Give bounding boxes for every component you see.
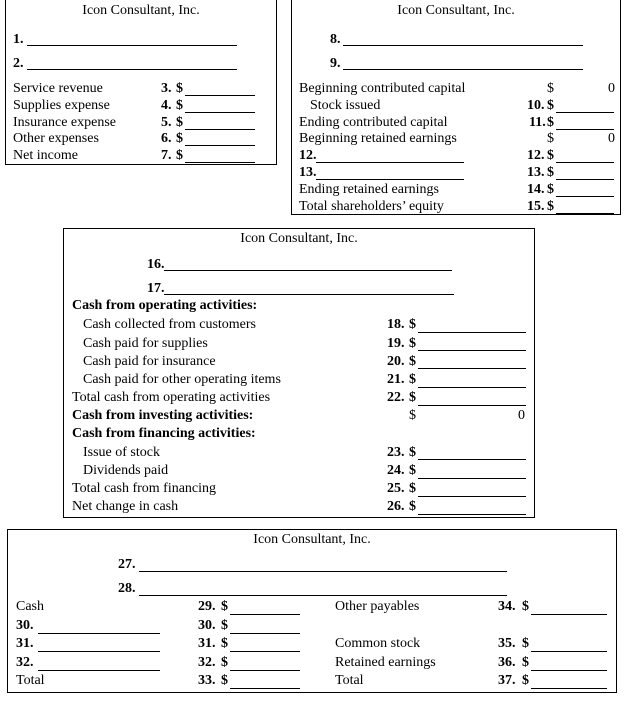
income-line-2-number: 2. <box>13 56 24 71</box>
equity-line-9-blank[interactable] <box>343 69 583 70</box>
other-payables-label: Other payables <box>335 599 420 614</box>
balance-row-30-amount-number: 30. <box>198 618 216 633</box>
income-line-2-blank[interactable] <box>27 69 237 70</box>
cash-paid-supplies-dollar: $ <box>409 336 416 351</box>
other-expenses-label: Other expenses <box>13 131 99 146</box>
cash-dollar: $ <box>221 599 228 614</box>
balance-line-28-number: 28. <box>118 581 136 596</box>
equity-line-8-blank[interactable] <box>343 45 583 46</box>
total-operating-number: 22. <box>387 390 405 405</box>
beginning-contributed-capital-value: 0 <box>608 81 615 96</box>
balance-row-32-label-blank[interactable] <box>38 670 160 671</box>
total-shareholders-equity-blank[interactable] <box>556 213 614 214</box>
stock-issued-label: Stock issued <box>310 98 381 113</box>
total-financing-dollar: $ <box>409 481 416 496</box>
cash-blank[interactable] <box>230 614 300 615</box>
cash-flow-line-17-blank[interactable] <box>164 294 454 295</box>
cash-paid-other-blank[interactable] <box>418 387 526 388</box>
common-stock-label: Common stock <box>335 636 421 651</box>
total-liabilities-equity-label: Total <box>335 673 364 688</box>
income-statement-title: Icon Consultant, Inc. <box>82 3 200 18</box>
dividends-paid-blank[interactable] <box>418 478 526 479</box>
cash-number: 29. <box>198 599 216 614</box>
total-operating-dollar: $ <box>409 390 416 405</box>
issue-of-stock-dollar: $ <box>409 445 416 460</box>
cash-flow-line-17-number: 17. <box>147 281 165 296</box>
cash-paid-supplies-number: 19. <box>387 336 405 351</box>
equity-row-12-number: 12. <box>299 148 317 163</box>
total-operating-label: Total cash from operating activities <box>72 390 271 405</box>
cash-collected-dollar: $ <box>409 317 416 332</box>
cash-flow-statement-title: Icon Consultant, Inc. <box>240 231 358 246</box>
net-income-blank[interactable] <box>185 162 255 163</box>
ending-contributed-capital-blank[interactable] <box>556 129 614 130</box>
balance-line-27-number: 27. <box>118 557 136 572</box>
ending-retained-earnings-number: 14. <box>527 182 545 197</box>
income-line-1-number: 1. <box>13 32 24 47</box>
total-operating-blank[interactable] <box>418 405 526 406</box>
service-revenue-number: 3. <box>161 81 172 96</box>
total-financing-number: 25. <box>387 481 405 496</box>
balance-row-30-dollar: $ <box>221 618 228 633</box>
supplies-expense-blank[interactable] <box>185 112 255 113</box>
balance-row-31-amount-number: 31. <box>198 636 216 651</box>
balance-row-30-number: 30. <box>16 618 34 633</box>
beginning-contributed-capital-dollar: $ <box>547 81 554 96</box>
service-revenue-label: Service revenue <box>13 81 103 96</box>
supplies-expense-number: 4. <box>161 98 172 113</box>
issue-of-stock-blank[interactable] <box>418 459 526 460</box>
balance-row-31-dollar: $ <box>221 636 228 651</box>
cash-paid-insurance-number: 20. <box>387 354 405 369</box>
total-financing-label: Total cash from financing <box>72 481 217 496</box>
cash-label: Cash <box>16 599 44 614</box>
equity-statement-title: Icon Consultant, Inc. <box>397 3 515 18</box>
issue-of-stock-number: 23. <box>387 445 405 460</box>
dividends-paid-number: 24. <box>387 463 405 478</box>
dividends-paid-dollar: $ <box>409 463 416 478</box>
ending-retained-earnings-label: Ending retained earnings <box>299 182 439 197</box>
balance-row-32-amount-blank[interactable] <box>230 670 300 671</box>
balance-line-27-blank[interactable] <box>139 571 507 572</box>
balance-row-32-number: 32. <box>16 655 34 670</box>
equity-row-12-label-blank[interactable] <box>316 162 464 163</box>
ending-contributed-capital-number: 11. <box>529 115 546 130</box>
other-expenses-dollar: $ <box>176 131 183 146</box>
common-stock-dollar: $ <box>522 636 529 651</box>
beginning-retained-earnings-label: Beginning retained earnings <box>299 131 457 146</box>
other-payables-dollar: $ <box>522 599 529 614</box>
net-change-in-cash-number: 26. <box>387 499 405 514</box>
equity-row-13-amount-blank[interactable] <box>556 179 614 180</box>
equity-row-13-number: 13. <box>299 165 317 180</box>
balance-row-30-amount-blank[interactable] <box>230 633 300 634</box>
cash-paid-other-dollar: $ <box>409 372 416 387</box>
equity-row-12-amount-blank[interactable] <box>556 162 614 163</box>
other-expenses-blank[interactable] <box>185 145 255 146</box>
beginning-contributed-capital-label: Beginning contributed capital <box>299 81 466 96</box>
total-shareholders-equity-dollar: $ <box>547 199 554 214</box>
investing-activities-dollar: $ <box>409 408 416 423</box>
balance-row-31-amount-blank[interactable] <box>230 651 300 652</box>
issue-of-stock-label: Issue of stock <box>83 445 160 460</box>
other-payables-number: 34. <box>498 599 516 614</box>
insurance-expense-number: 5. <box>161 115 172 130</box>
total-liabilities-equity-number: 37. <box>498 673 516 688</box>
cash-paid-other-label: Cash paid for other operating items <box>83 372 281 387</box>
stock-issued-blank[interactable] <box>556 112 614 113</box>
cash-paid-supplies-label: Cash paid for supplies <box>83 336 208 351</box>
ending-retained-earnings-blank[interactable] <box>556 196 614 197</box>
stock-issued-dollar: $ <box>547 98 554 113</box>
insurance-expense-blank[interactable] <box>185 129 255 130</box>
insurance-expense-dollar: $ <box>176 115 183 130</box>
dividends-paid-label: Dividends paid <box>83 463 169 478</box>
equity-row-13-label-blank[interactable] <box>316 179 464 180</box>
net-income-number: 7. <box>161 148 172 163</box>
cash-flow-statement-box <box>63 228 535 518</box>
insurance-expense-label: Insurance expense <box>13 115 117 130</box>
other-payables-blank[interactable] <box>531 614 607 615</box>
balance-row-32-amount-number: 32. <box>198 655 216 670</box>
balance-sheet-title: Icon Consultant, Inc. <box>253 532 371 547</box>
common-stock-blank[interactable] <box>531 651 607 652</box>
beginning-retained-earnings-dollar: $ <box>547 131 554 146</box>
total-assets-number: 33. <box>198 673 216 688</box>
cash-paid-insurance-dollar: $ <box>409 354 416 369</box>
supplies-expense-dollar: $ <box>176 98 183 113</box>
cash-paid-insurance-blank[interactable] <box>418 368 526 369</box>
stock-issued-number: 10. <box>527 98 545 113</box>
operating-activities-header: Cash from operating activities: <box>72 298 258 313</box>
equity-row-12-amount-number: 12. <box>527 148 545 163</box>
investing-activities-header: Cash from investing activities: <box>72 408 254 423</box>
equity-row-12-dollar: $ <box>547 148 554 163</box>
income-line-1-blank[interactable] <box>27 45 237 46</box>
ending-contributed-capital-label: Ending contributed capital <box>299 115 448 130</box>
service-revenue-dollar: $ <box>176 81 183 96</box>
equity-row-13-dollar: $ <box>547 165 554 180</box>
total-liabilities-equity-dollar: $ <box>522 673 529 688</box>
service-revenue-blank[interactable] <box>185 95 255 96</box>
common-stock-number: 35. <box>498 636 516 651</box>
retained-earnings-blank[interactable] <box>531 670 607 671</box>
ending-retained-earnings-dollar: $ <box>547 182 554 197</box>
financing-activities-header: Cash from financing activities: <box>72 426 256 441</box>
total-liabilities-equity-blank[interactable] <box>531 688 607 689</box>
total-assets-dollar: $ <box>221 673 228 688</box>
supplies-expense-label: Supplies expense <box>13 98 110 113</box>
net-change-in-cash-blank[interactable] <box>418 514 526 515</box>
balance-row-31-label-blank[interactable] <box>38 651 160 652</box>
retained-earnings-dollar: $ <box>522 655 529 670</box>
cash-flow-line-16-number: 16. <box>147 257 165 272</box>
total-assets-blank[interactable] <box>230 688 300 689</box>
beginning-retained-earnings-value: 0 <box>608 131 615 146</box>
equity-line-9-number: 9. <box>330 56 341 71</box>
cash-paid-other-number: 21. <box>387 372 405 387</box>
cash-collected-label: Cash collected from customers <box>83 317 257 332</box>
ending-contributed-capital-dollar: $ <box>547 115 554 130</box>
total-shareholders-equity-number: 15. <box>527 199 545 214</box>
equity-line-8-number: 8. <box>330 32 341 47</box>
retained-earnings-label: Retained earnings <box>335 655 436 670</box>
balance-line-28-blank[interactable] <box>139 595 507 596</box>
net-income-dollar: $ <box>176 148 183 163</box>
balance-row-30-label-blank[interactable] <box>38 633 160 634</box>
total-assets-label: Total <box>16 673 45 688</box>
equity-row-13-amount-number: 13. <box>527 165 545 180</box>
equity-statement-box <box>291 0 621 215</box>
investing-activities-value: 0 <box>518 408 525 423</box>
balance-sheet-box <box>7 529 617 693</box>
cash-paid-supplies-blank[interactable] <box>418 350 526 351</box>
other-expenses-number: 6. <box>161 131 172 146</box>
balance-row-32-dollar: $ <box>221 655 228 670</box>
balance-row-31-number: 31. <box>16 636 34 651</box>
cash-paid-insurance-label: Cash paid for insurance <box>83 354 216 369</box>
cash-flow-line-16-blank[interactable] <box>164 270 452 271</box>
net-change-in-cash-label: Net change in cash <box>72 499 179 514</box>
total-shareholders-equity-label: Total shareholders’ equity <box>299 199 444 214</box>
net-change-in-cash-dollar: $ <box>409 499 416 514</box>
income-statement-box <box>5 0 277 165</box>
cash-collected-blank[interactable] <box>418 332 526 333</box>
net-income-label: Net income <box>13 148 78 163</box>
cash-collected-number: 18. <box>387 317 405 332</box>
retained-earnings-number: 36. <box>498 655 516 670</box>
total-financing-blank[interactable] <box>418 496 526 497</box>
